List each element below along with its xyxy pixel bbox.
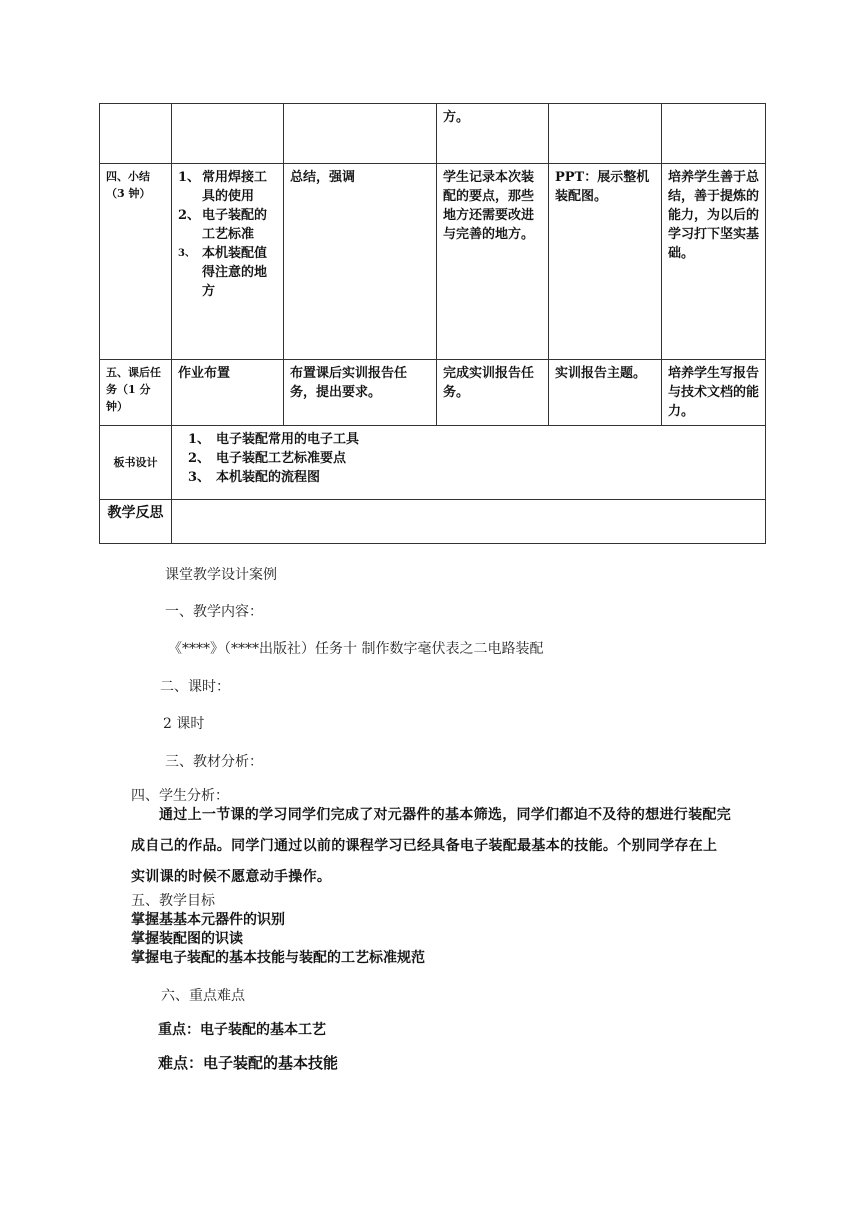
table-cell — [100, 104, 172, 164]
board-label: 板书设计 — [113, 456, 158, 469]
table-cell — [662, 104, 766, 164]
table-cell — [172, 104, 284, 164]
media-cell — [549, 164, 662, 360]
board-list — [178, 430, 759, 487]
list-text: 电子装配常用的电子工具 — [216, 432, 360, 447]
section-heading: 六、重点难点 — [161, 988, 245, 1004]
table-row — [100, 360, 766, 426]
cell-text: PPT：展示整机装配图。 — [555, 170, 650, 204]
case-title: 课堂教学设计案例 — [165, 567, 277, 583]
list-item — [178, 168, 277, 206]
section-heading: 五、教学目标 — [131, 893, 215, 909]
cell-text: 方。 — [443, 110, 470, 125]
intent-cell — [662, 164, 766, 360]
content-line: 《****》（****出版社）任务十 制作数字毫伏表之二电路装配 — [168, 641, 544, 657]
goal-item: 掌握电子装配的基本技能与装配的工艺标准规范 — [131, 950, 425, 966]
reflection-label-cell — [100, 500, 172, 544]
summary-list — [178, 168, 277, 301]
table-cell — [284, 104, 437, 164]
student-cell — [437, 164, 549, 360]
student-analysis-paragraph: 通过上一节课的学习同学们完成了对元器件的基本筛选，同学们都迫不及待的想进行装配完成自己的作品。同学门通过以前的课程学习已经具备电子装配最基本的技能。个别同学存在上实训课的时候不愿意动手操作。 — [131, 807, 731, 885]
cell-text: 完成实训报告任务。 — [443, 366, 535, 400]
section-heading: 三、教材分析： — [165, 754, 263, 770]
table-row — [100, 164, 766, 360]
list-text: 本机装配值得注意的地方 — [202, 246, 268, 299]
teacher-cell — [284, 360, 437, 426]
section-heading: 二、课时： — [160, 679, 230, 695]
cell-text: 总结，强调 — [290, 170, 356, 185]
cell-text: 培养学生善于总结，善于提炼的能力，为以后的学习打下坚实基础。 — [668, 170, 760, 261]
stage-label: 四、小结（3 钟） — [106, 170, 151, 200]
table-row — [100, 500, 766, 544]
goal-item: 掌握基基本元器件的识别 — [131, 912, 285, 928]
content-cell — [172, 360, 284, 426]
reflection-label: 教学反思 — [107, 505, 164, 521]
teacher-cell — [284, 164, 437, 360]
board-label-cell — [100, 426, 172, 500]
list-num: 3、 — [178, 248, 195, 259]
board-cell — [172, 426, 766, 500]
list-text: 本机装配的流程图 — [216, 470, 321, 485]
table-cell — [437, 104, 549, 164]
list-item — [178, 244, 277, 301]
list-text: 电子装配工艺标准要点 — [216, 451, 347, 466]
student-cell — [437, 360, 549, 426]
cell-text: 学生记录本次装配的要点，那些地方还需要改进与完善的地方。 — [443, 170, 535, 242]
goal-item: 掌握装配图的识读 — [131, 931, 243, 947]
cell-text: 培养学生写报告与技术文档的能力。 — [668, 366, 760, 419]
cell-text: 作业布置 — [178, 366, 231, 381]
reflection-cell — [172, 500, 766, 544]
stage-cell — [100, 360, 172, 426]
stage-label: 五、课后任务（1 分钟） — [106, 366, 161, 413]
list-num: 3、 — [188, 470, 211, 485]
list-num: 1、 — [188, 432, 211, 447]
difficulty: 难点：电子装配的基本技能 — [158, 1054, 339, 1072]
hours-text: 2 课时 — [163, 716, 205, 732]
key-point: 重点：电子装配的基本工艺 — [158, 1022, 326, 1038]
media-cell — [549, 360, 662, 426]
list-item — [188, 430, 759, 449]
table-row — [100, 104, 766, 164]
content-cell — [172, 164, 284, 360]
list-num: 2、 — [178, 208, 201, 223]
list-text: 常用焊接工具的使用 — [202, 170, 268, 204]
table-row — [100, 426, 766, 500]
list-text: 电子装配的工艺标准 — [202, 208, 268, 242]
table-cell — [549, 104, 662, 164]
cell-text: 实训报告主题。 — [555, 366, 647, 381]
section-heading: 一、教学内容： — [165, 604, 263, 620]
lesson-plan-table — [99, 103, 766, 544]
list-num: 2、 — [188, 451, 211, 466]
list-item — [188, 449, 759, 468]
section-heading: 四、学生分析： — [131, 788, 229, 804]
intent-cell — [662, 360, 766, 426]
list-item — [178, 206, 277, 244]
list-item — [188, 468, 759, 487]
list-num: 1、 — [178, 170, 201, 185]
stage-cell — [100, 164, 172, 360]
cell-text: 布置课后实训报告任务，提出要求。 — [290, 366, 408, 400]
